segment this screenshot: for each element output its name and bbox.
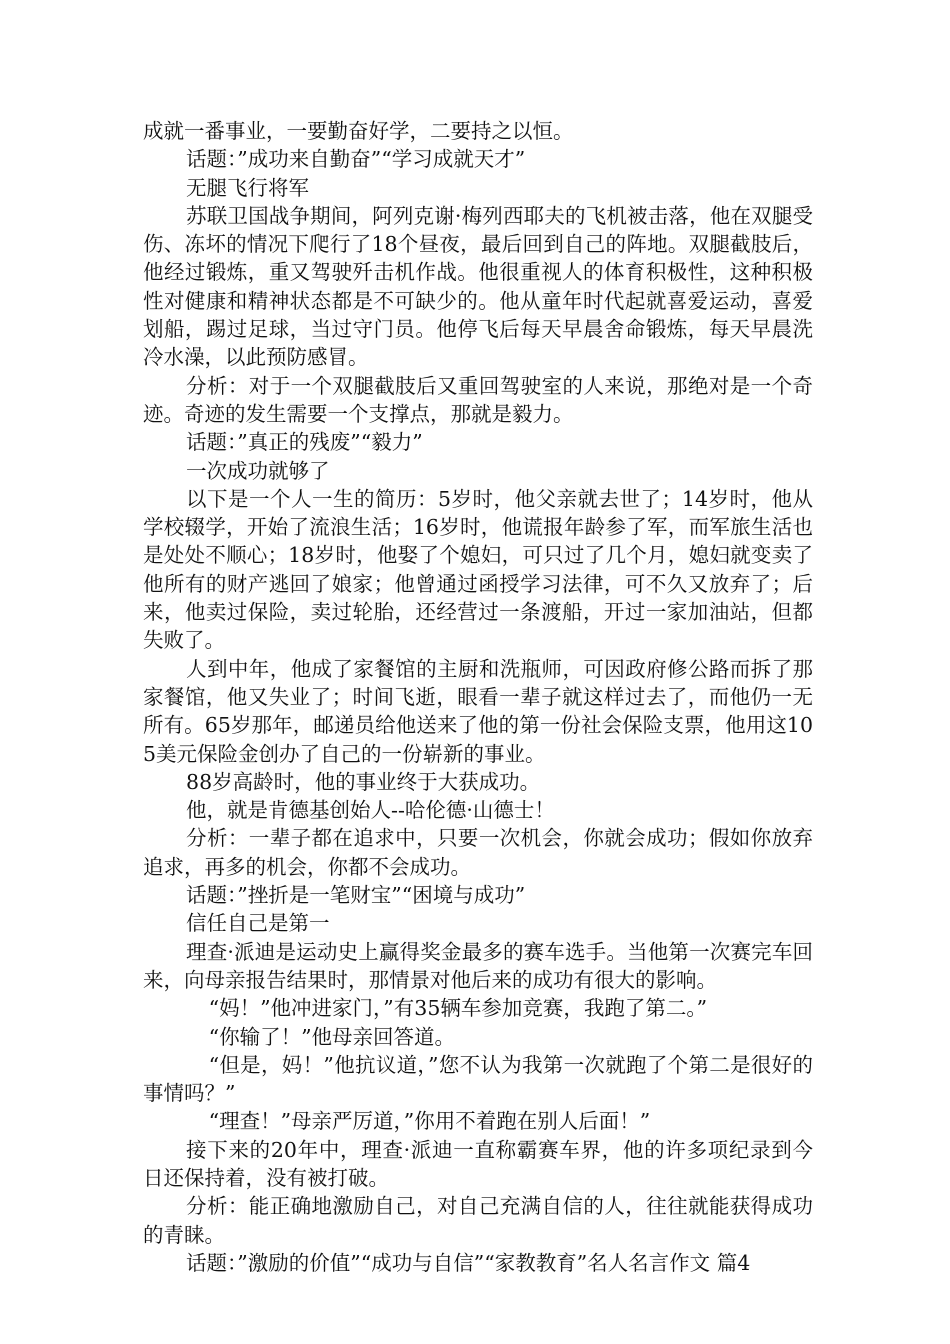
- paragraph-topic-3: 话题：”挫折是一笔财宝”“困境与成功”: [186, 883, 526, 908]
- paragraph-topic-4: 话题：”激励的价值”“成功与自信”“家教教育”名人名言作文 篇4: [186, 1250, 751, 1275]
- paragraph-story-2d: 他，就是肯德基创始人--哈伦德·山德士！: [186, 798, 555, 823]
- paragraph-analysis-1: 分析：对于一个双腿截肢后又重回驾驶室的人来说，那绝对是一个奇迹。奇迹的发生需要一个支撑点，那就是毅力。: [143, 373, 813, 426]
- document-body: [143, 117, 813, 1277]
- paragraph-story-3a: 理查·派迪是运动史上赢得奖金最多的赛车选手。当他第一次赛完车回来，向母亲报告结果时，那情景对他后来的成功有很大的影响。: [143, 939, 813, 992]
- paragraph-analysis-2: 分析：一辈子都在追求中，只要一次机会，你就会成功；假如你放弃追求，再多的机会，你都不会成功。: [143, 826, 813, 879]
- section-title-1: 无腿飞行将军: [186, 175, 310, 200]
- section-title-2: 一次成功就够了: [186, 458, 330, 483]
- paragraph-dialogue-4: “理查！”母亲严厉道，”你用不着跑在别人后面！”: [208, 1109, 651, 1134]
- paragraph-intro-conclusion: 成就一番事业，一要勤奋好学，二要持之以恒。: [143, 119, 574, 143]
- paragraph-dialogue-3: “但是，妈！”他抗议道，”您不认为我第一次就跑了个第二是很好的事情吗？”: [143, 1052, 813, 1106]
- paragraph-topic-1: 话题：”成功来自勤奋”“学习成就天才”: [186, 147, 526, 172]
- paragraph-dialogue-2: “你输了！”他母亲回答道。: [208, 1024, 456, 1049]
- paragraph-story-2c: 88岁高龄时，他的事业终于大获成功。: [186, 769, 541, 794]
- paragraph-analysis-3: 分析：能正确地激励自己，对自己充满自信的人，往往就能获得成功的青睐。: [143, 1194, 813, 1247]
- paragraph-topic-2: 话题：”真正的残废”“毅力”: [186, 430, 423, 455]
- paragraph-dialogue-1: “妈！”他冲进家门，”有35辆车参加竞赛，我跑了第二。”: [208, 996, 708, 1021]
- paragraph-story-2b: 人到中年，他成了家餐馆的主厨和洗瓶师，可因政府修公路而拆了那家餐馆，他又失业了；时间飞逝，眼看一辈子就这样过去了，而他仍一无所有。65岁那年，邮递员给他送来了他的第一份社会保险支票，他用这105美元保险金创办了自己的一份崭新的事业。: [143, 656, 813, 766]
- paragraph-story-3b: 接下来的20年中，理查·派迪一直称霸赛车界，他的许多项纪录到今日还保持着，没有被打破。: [143, 1137, 813, 1190]
- paragraph-story-1: 苏联卫国战争期间，阿列克谢·梅列西耶夫的飞机被击落，他在双腿受伤、冻坏的情况下爬行了18个昼夜，最后回到自己的阵地。双腿截肢后，他经过锻炼，重又驾驶歼击机作战。他很重视人的体育积极性，这种积极性对健康和精神状态都是不可缺少的。他从童年时代起就喜爱运动，喜爱划船，踢过足球，当过守门员。他停飞后每天早晨舍命锻炼，每天早晨洗冷水澡，以此预防感冒。: [143, 203, 813, 370]
- section-title-3: 信任自己是第一: [186, 911, 330, 936]
- paragraph-story-2a: 以下是一个人一生的简历：5岁时，他父亲就去世了；14岁时，他从学校辍学，开始了流浪生活；16岁时，他谎报年龄参了军，而军旅生活也是处处不顺心；18岁时，他娶了个媳妇，可只过了几个月，媳妇就变卖了他所有的财产逃回了娘家；他曾通过函授学习法律，可不久又放弃了；后来，他卖过保险，卖过轮胎，还经营过一条渡船，开过一家加油站，但都失败了。: [143, 486, 813, 653]
